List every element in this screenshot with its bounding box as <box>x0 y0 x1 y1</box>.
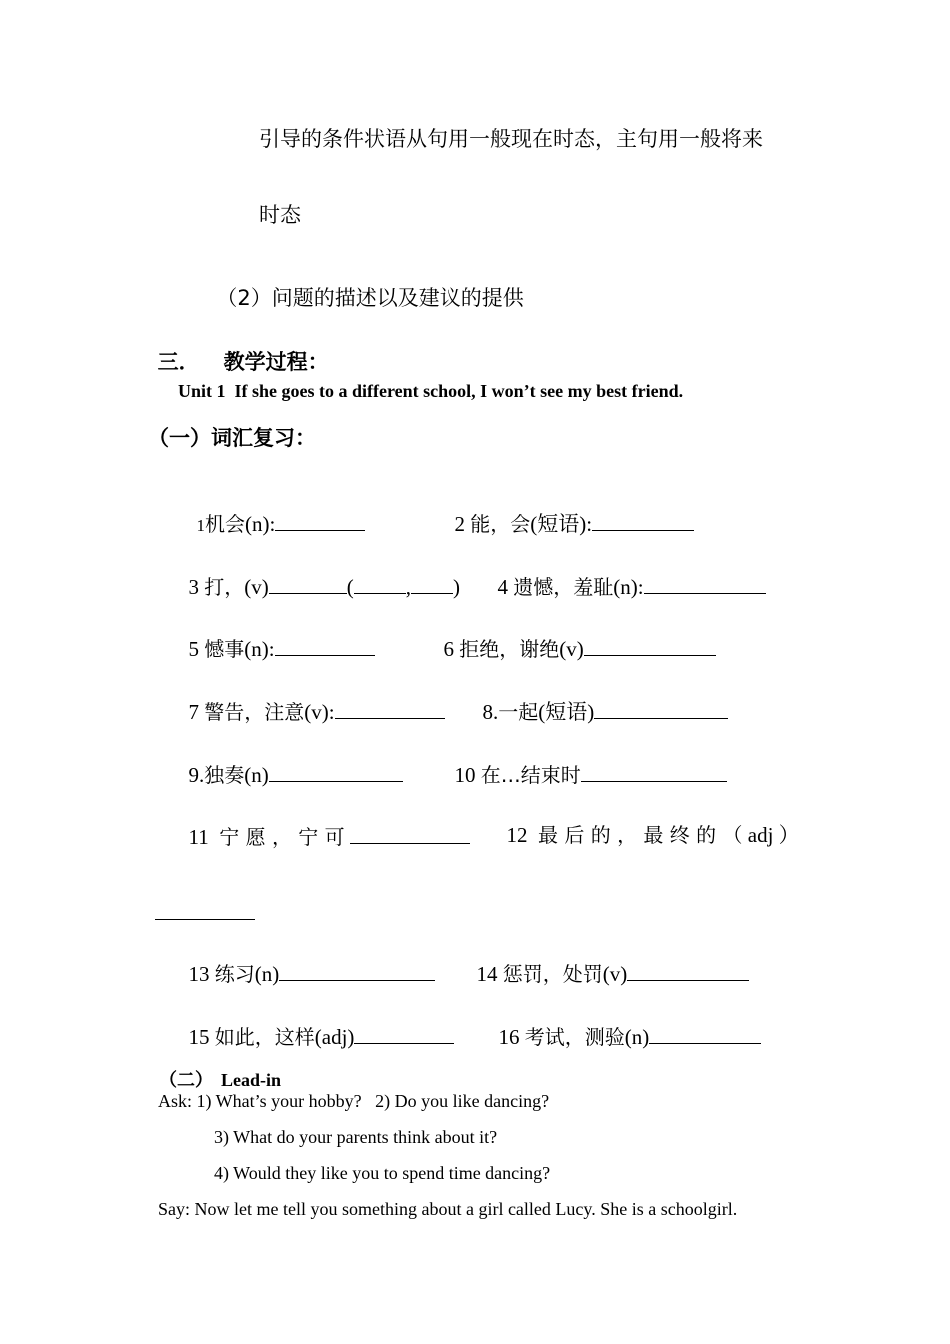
vocab-num: 16 <box>498 1025 520 1049</box>
vocab-zh: 练习 <box>214 962 255 986</box>
point-2-text: 问题的描述以及建议的提供 <box>271 286 524 310</box>
vocab-num: 11 <box>188 825 209 849</box>
unit-title: Unit 1 If she goes to a different school, I won’t see my best friend. <box>178 381 684 401</box>
vocab-num: 12 <box>506 823 528 847</box>
vocab-num: 8. <box>482 700 499 724</box>
answer-blank[interactable] <box>354 1025 454 1044</box>
answer-blank[interactable] <box>644 575 766 594</box>
vocab-pos: (n) <box>244 763 269 787</box>
vocab-zh: 一起 <box>498 700 539 724</box>
answer-blank[interactable] <box>649 1025 761 1044</box>
section-3-number: 三． <box>157 350 200 374</box>
vocab-item-9 <box>178 742 403 786</box>
comma: , <box>405 575 411 599</box>
vocab-num: 13 <box>188 962 210 986</box>
vocab-item-10 <box>444 742 727 786</box>
vocab-pos: (n) <box>254 962 280 986</box>
vocab-num: 3 <box>188 575 199 599</box>
vocab-num: 15 <box>188 1025 210 1049</box>
vocab-zh: 打， <box>204 575 245 599</box>
part-2-title: Lead-in <box>221 1070 282 1090</box>
vocab-pos: adj ） <box>747 823 800 847</box>
vocab-zh: 遗憾，羞耻 <box>513 575 614 599</box>
vocab-zh: 独奏 <box>204 763 245 787</box>
vocab-zh: 拒绝，谢绝 <box>459 637 560 661</box>
answer-blank-participle[interactable] <box>411 575 453 594</box>
vocab-item-5 <box>178 616 375 660</box>
vocab-pos: (n): <box>613 575 644 599</box>
vocab-num: 4 <box>497 575 508 599</box>
paren-open: ( <box>346 575 354 599</box>
vocab-pos: (n) <box>624 1025 650 1049</box>
vocab-zh: 惩罚，处罚 <box>502 962 603 986</box>
vocab-zh: 警告，注意 <box>204 700 305 724</box>
vocab-item-4 <box>487 554 766 598</box>
vocab-item-13 <box>178 941 435 985</box>
section-3-title: 教学过程： <box>223 350 329 374</box>
answer-blank[interactable] <box>155 901 255 920</box>
vocab-item-7 <box>178 679 445 723</box>
vocab-pos: (v) <box>559 637 584 661</box>
vocab-item-2 <box>444 491 694 535</box>
say-line: Say: Now let me tell you something about a girl called Lucy. She is a schoolgirl. <box>158 1199 738 1219</box>
part-1-heading: （一）词汇复习： <box>148 426 316 450</box>
vocab-zh: 憾事 <box>204 637 245 661</box>
vocab-num: 1 <box>196 516 205 535</box>
vocab-num: 7 <box>188 700 199 724</box>
vocab-pos: (adj) <box>314 1025 355 1049</box>
intro-line-1: 引导的条件状语从句用一般现在时态，主句用一般将来 <box>259 127 763 151</box>
intro-line-2: 时态 <box>259 203 301 227</box>
vocab-item-12-blank-line <box>144 880 255 924</box>
vocab-zh: 宁 愿 ， 宁 可 <box>219 825 345 849</box>
vocab-num: 5 <box>188 637 199 661</box>
answer-blank[interactable] <box>594 700 728 719</box>
vocab-pos: (v) <box>602 962 628 986</box>
vocab-zh: 在…结束时 <box>480 763 581 787</box>
ask-line-3: 4) Would they like you to spend time dancing? <box>214 1163 551 1183</box>
answer-blank[interactable] <box>335 700 445 719</box>
vocab-item-16 <box>488 1004 761 1048</box>
vocab-pos: (v) <box>244 575 269 599</box>
vocab-pos: (v): <box>304 700 335 724</box>
answer-blank-past[interactable] <box>354 575 406 594</box>
answer-blank[interactable] <box>275 637 375 656</box>
answer-blank[interactable] <box>269 575 347 594</box>
vocab-item-14 <box>466 941 749 985</box>
vocab-item-15 <box>178 1004 454 1048</box>
section-3-heading <box>143 331 329 373</box>
vocab-zh: 机会 <box>205 512 245 536</box>
point-2 <box>203 267 524 309</box>
vocab-num: 2 <box>454 512 465 536</box>
vocab-item-6 <box>433 616 716 660</box>
part-2-heading <box>151 1055 281 1090</box>
vocab-pos: (n): <box>244 637 275 661</box>
answer-blank[interactable] <box>279 962 435 981</box>
vocab-item-8 <box>472 679 728 723</box>
paren-close: ) <box>453 575 460 599</box>
answer-blank[interactable] <box>269 763 403 782</box>
ask-line-2: 3) What do your parents think about it? <box>214 1127 498 1147</box>
vocab-item-11 <box>178 804 470 848</box>
vocab-zh: 考试，测验 <box>524 1025 625 1049</box>
vocab-num: 10 <box>454 763 476 787</box>
vocab-pos: (n): <box>245 512 276 536</box>
part-2-number: （二） <box>159 1070 213 1091</box>
answer-blank[interactable] <box>350 825 470 844</box>
point-2-number: （2） <box>216 286 272 310</box>
vocab-num: 6 <box>443 637 454 661</box>
answer-blank[interactable] <box>592 512 694 531</box>
answer-blank[interactable] <box>584 637 716 656</box>
ask-line-1: Ask: 1) What’s your hobby? 2) Do you like dancing? <box>158 1091 550 1111</box>
vocab-item-3 <box>178 554 460 598</box>
vocab-pos: (短语): <box>530 512 593 536</box>
vocab-item-1 <box>186 491 365 535</box>
vocab-num: 9. <box>188 763 205 787</box>
answer-blank[interactable] <box>627 962 749 981</box>
vocab-zh: 最 后 的 ， 最 终 的 （ <box>538 823 743 847</box>
answer-blank[interactable] <box>581 763 727 782</box>
vocab-item-12 <box>496 804 800 846</box>
vocab-zh: 能，会 <box>470 512 531 536</box>
answer-blank[interactable] <box>275 512 365 531</box>
vocab-num: 14 <box>476 962 498 986</box>
vocab-pos: (短语) <box>538 700 595 724</box>
vocab-zh: 如此，这样 <box>214 1025 315 1049</box>
